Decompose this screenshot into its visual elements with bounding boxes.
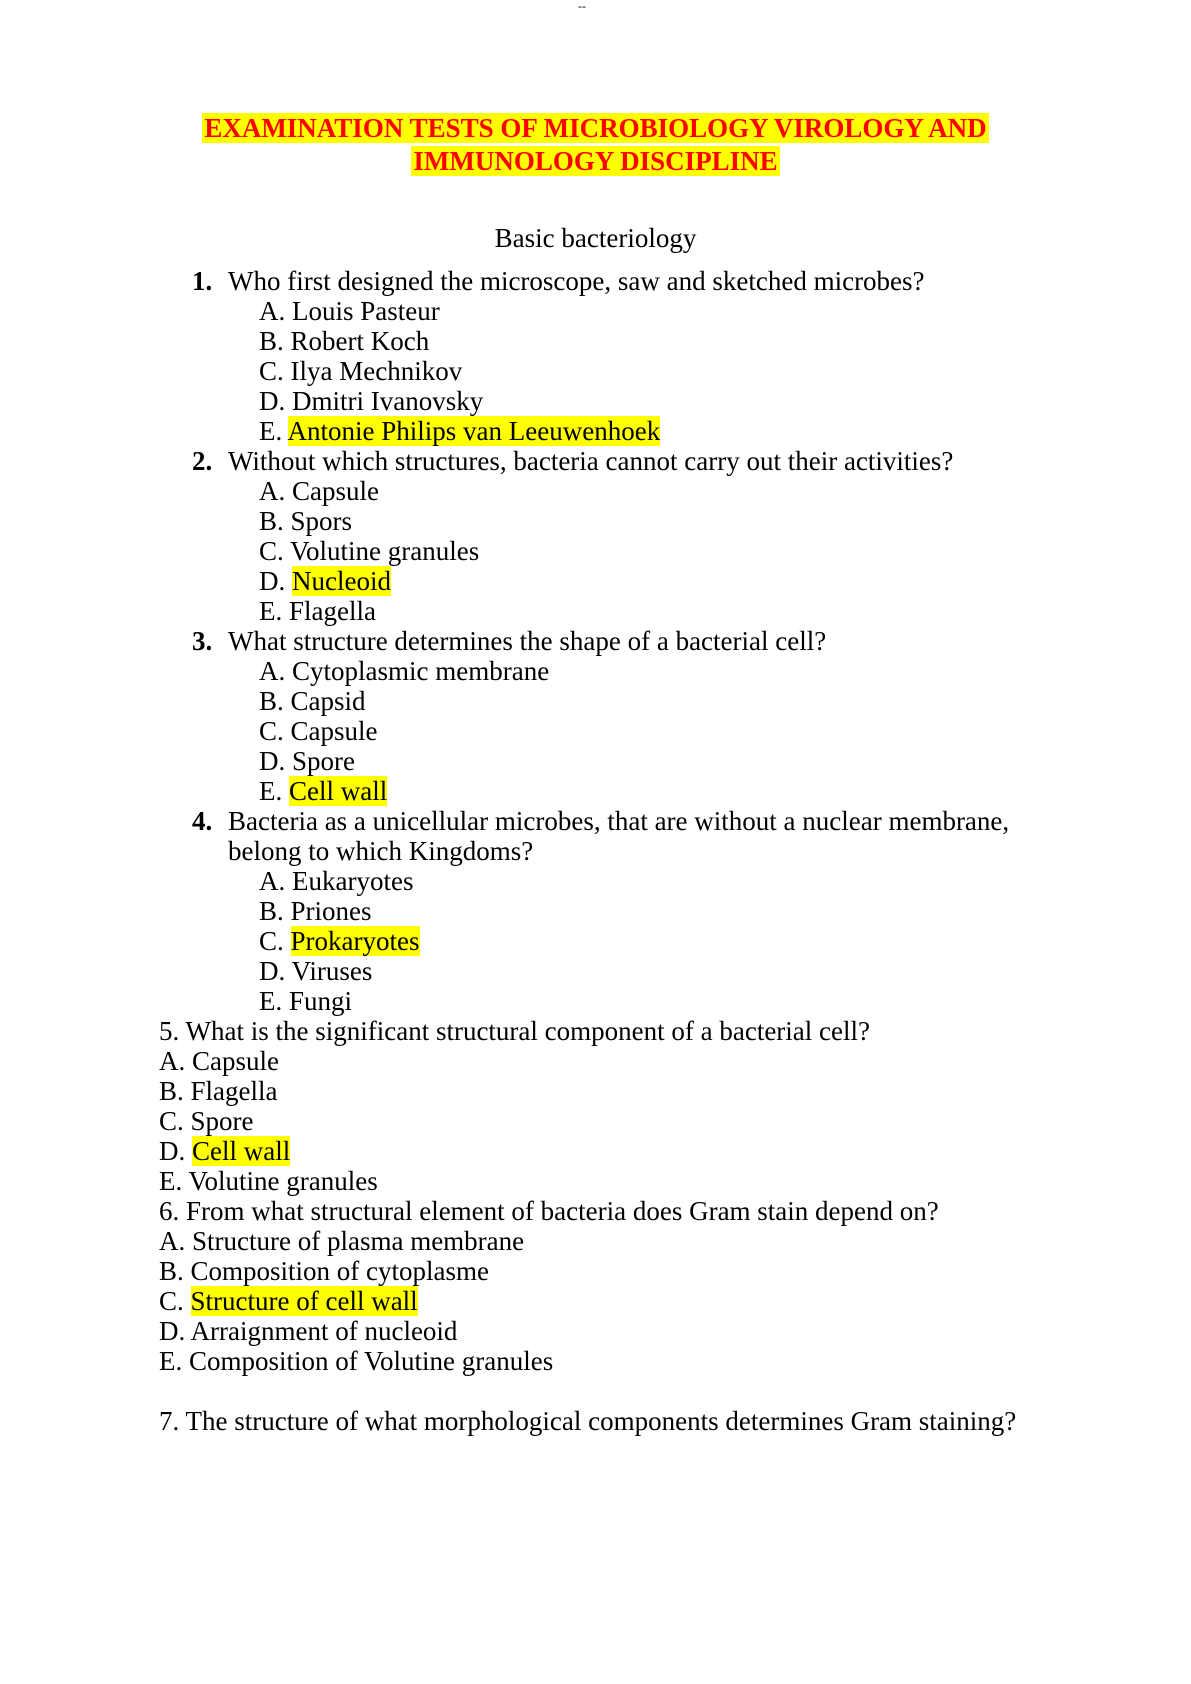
q6-option-b (159, 1255, 489, 1287)
option-letter: B. (259, 896, 284, 926)
question-text: Who first designed the microscope, saw and sketched microbes? (228, 266, 925, 296)
q5-option-c (159, 1105, 254, 1137)
option-text: Dmitri Ivanovsky (292, 386, 484, 416)
option-letter: D. (159, 1136, 186, 1166)
option-letter: D. (259, 956, 286, 986)
question-2 (192, 445, 953, 477)
q4-option-c (259, 925, 420, 957)
q3-option-d (259, 745, 355, 777)
option-letter: E. (259, 776, 283, 806)
q3-option-c (259, 715, 378, 747)
question-4 (192, 805, 1009, 837)
option-letter: A. (259, 296, 286, 326)
option-letter: A. (259, 656, 286, 686)
question-text: 5. What is the significant structural component of a bacterial cell? (159, 1016, 870, 1046)
q5-option-e (159, 1165, 378, 1197)
option-text: Flagella (190, 1076, 278, 1106)
document-title (0, 112, 1191, 178)
option-text: Structure of plasma membrane (192, 1226, 525, 1256)
q1-option-a (259, 295, 440, 327)
option-letter: A. (159, 1046, 186, 1076)
question-7 (159, 1405, 1016, 1437)
option-text: Ilya Mechnikov (290, 356, 463, 386)
question-text: 7. The structure of what morphological components determines Gram staining? (159, 1406, 1017, 1436)
option-letter: E. (259, 596, 283, 626)
q5-option-b (159, 1075, 278, 1107)
highlighted-answer: Structure of cell wall (190, 1286, 418, 1316)
option-text: Spore (292, 746, 355, 776)
option-text: Volutine granules (290, 536, 480, 566)
option-letter: B. (259, 686, 284, 716)
question-text: Bacteria as a unicellular microbes, that are without a nuclear membrane, (228, 806, 1010, 836)
option-letter: B. (259, 326, 284, 356)
option-text: Capsule (192, 1046, 279, 1076)
option-text: Eukaryotes (292, 866, 414, 896)
question-1 (192, 265, 925, 297)
q1-option-d (259, 385, 483, 417)
option-letter: D. (159, 1316, 186, 1346)
section-heading: Basic bacteriology (494, 223, 697, 253)
q2-option-d (259, 565, 391, 597)
option-text: Arraignment of nucleoid (190, 1316, 458, 1346)
option-text: Louis Pasteur (292, 296, 440, 326)
option-letter: E. (259, 986, 283, 1016)
q4-option-e (259, 985, 352, 1017)
option-text: Cytoplasmic membrane (292, 656, 550, 686)
option-letter: E. (159, 1346, 183, 1376)
q6-option-a (159, 1225, 524, 1257)
option-letter: A. (259, 866, 286, 896)
q6-option-e (159, 1345, 553, 1377)
option-text: Viruses (291, 956, 373, 986)
q1-option-b (259, 325, 429, 357)
q1-option-c (259, 355, 462, 387)
title-line-2: IMMUNOLOGY DISCIPLINE (413, 146, 778, 176)
q5-option-d (159, 1135, 290, 1167)
option-letter: C. (259, 536, 284, 566)
question-number: 3. (192, 626, 213, 656)
question-number: 1. (192, 266, 213, 296)
option-letter: B. (159, 1256, 184, 1286)
option-letter: E. (159, 1166, 183, 1196)
highlighted-answer: Antonie Philips van Leeuwenhoek (287, 416, 661, 446)
highlighted-answer: Prokaryotes (290, 926, 420, 956)
q4-option-b (259, 895, 372, 927)
option-text: Composition of cytoplasme (190, 1256, 489, 1286)
highlighted-answer: Nucleoid (292, 566, 391, 596)
question-3 (192, 625, 826, 657)
option-letter: C. (259, 926, 284, 956)
highlighted-answer: Cell wall (192, 1136, 291, 1166)
q6-option-c (159, 1285, 418, 1317)
q2-option-c (259, 535, 479, 567)
q4-option-d (259, 955, 372, 987)
question-5 (159, 1015, 870, 1047)
option-letter: D. (259, 386, 286, 416)
question-text: belong to which Kingdoms? (228, 836, 534, 866)
option-text: Fungi (289, 986, 353, 1016)
option-letter: D. (259, 566, 286, 596)
option-text: Flagella (289, 596, 376, 626)
question-6 (159, 1195, 939, 1227)
option-letter: B. (159, 1076, 184, 1106)
option-letter: C. (159, 1106, 184, 1136)
question-text: 6. From what structural element of bacteria does Gram stain depend on? (159, 1196, 939, 1226)
q2-option-a (259, 475, 379, 507)
q2-option-e (259, 595, 376, 627)
option-text: Composition of Volutine granules (189, 1346, 554, 1376)
option-text: Spore (190, 1106, 254, 1136)
question-text: Without which structures, bacteria cannot carry out their activities? (228, 446, 954, 476)
option-letter: A. (159, 1226, 186, 1256)
option-text: Capsid (290, 686, 366, 716)
title-line-1: EXAMINATION TESTS OF MICROBIOLOGY VIROLOGY AND (204, 113, 987, 143)
q4-option-a (259, 865, 413, 897)
option-text: Robert Koch (290, 326, 430, 356)
question-number: 2. (192, 446, 213, 476)
option-letter: A. (259, 476, 286, 506)
q2-option-b (259, 505, 352, 537)
option-letter: D. (259, 746, 286, 776)
q6-option-d (159, 1315, 457, 1347)
q3-option-b (259, 685, 366, 717)
highlighted-answer: Cell wall (289, 776, 388, 806)
option-letter: C. (259, 356, 284, 386)
q5-option-a (159, 1045, 279, 1077)
q3-option-e (259, 775, 387, 807)
page-marker: -- (578, 0, 586, 13)
option-letter: E. (259, 416, 283, 446)
option-letter: C. (159, 1286, 184, 1316)
option-text: Capsule (290, 716, 378, 746)
question-text: What structure determines the shape of a bacterial cell? (228, 626, 827, 656)
option-text: Capsule (292, 476, 379, 506)
question-4-continued (228, 835, 533, 867)
q1-option-e (259, 415, 660, 447)
option-text: Priones (290, 896, 372, 926)
option-text: Spors (290, 506, 353, 536)
option-letter: B. (259, 506, 284, 536)
option-text: Volutine granules (188, 1166, 378, 1196)
q3-option-a (259, 655, 549, 687)
question-number: 4. (192, 806, 213, 836)
option-letter: C. (259, 716, 284, 746)
